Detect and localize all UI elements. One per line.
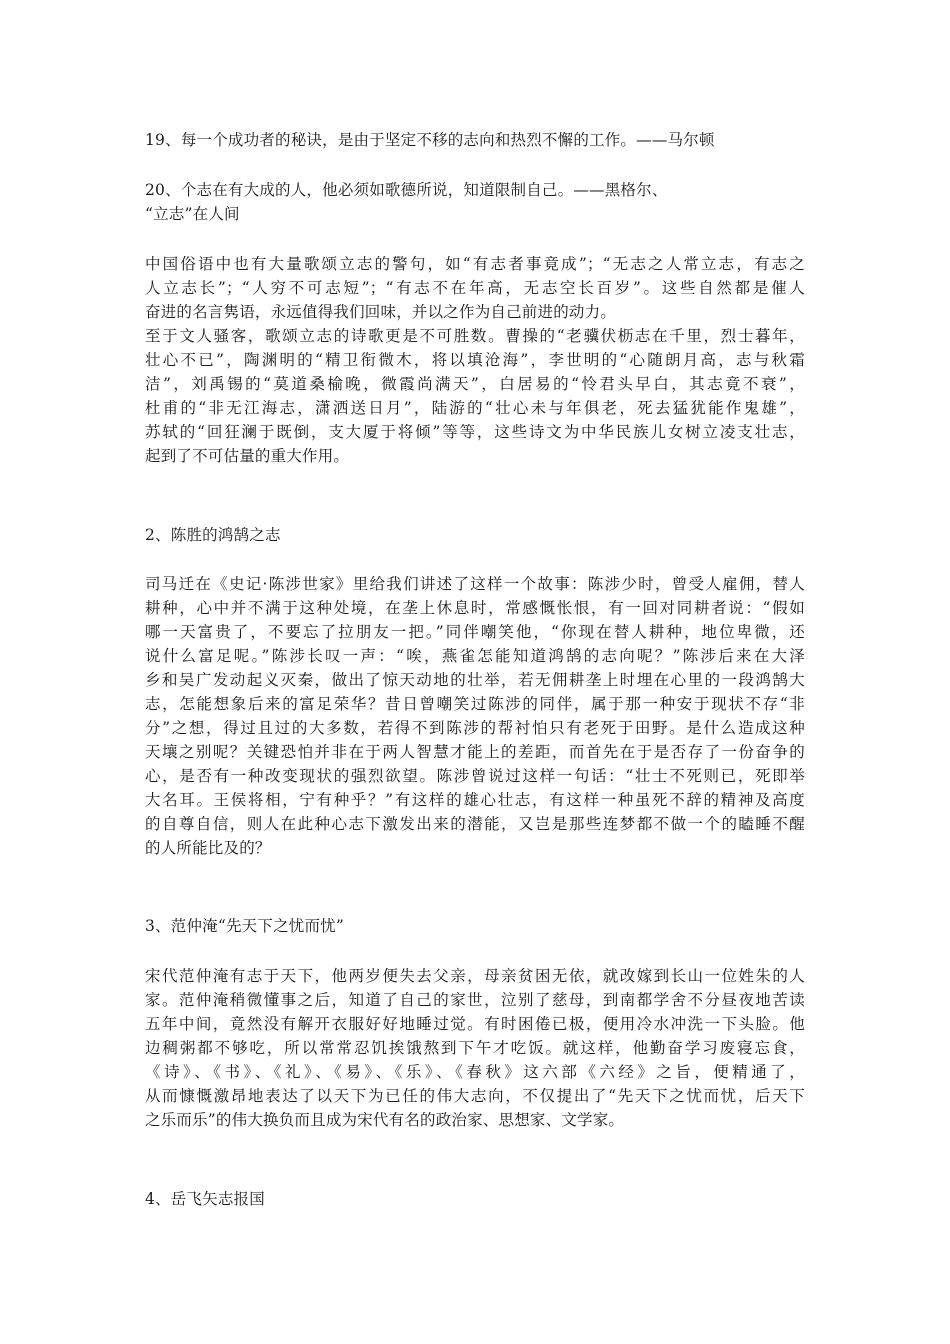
paragraph-line: 哪一天富贵了，不要忘了拉朋友一把。”同伴嘲笑他，“你现在替人耕种，地位卑微，还: [145, 623, 805, 641]
paragraph-line: 宋代范仲淹有志于天下，他两岁便失去父亲，母亲贫困无依，就改嫁到长山一位姓朱的人: [145, 967, 805, 985]
paragraph-line: 五年中间，竟然没有解开衣服好好地睡过觉。有时困倦已极，便用冷水冲洗一下头脸。他: [145, 1015, 805, 1033]
paragraph-line: 中国俗语中也有大量歌颂立志的警句，如“有志者事竟成”；“无志之人常立志，有志之: [145, 255, 805, 273]
paragraph-line: 大名耳。王侯将相，宁有种乎？”有这样的雄心壮志，有这样一种虽死不辞的精神及高度: [145, 791, 805, 809]
paragraph-line: 人立志长”；“人穷不可志短”；“有志不在年高，无志空长百岁”。这些自然都是催人: [145, 279, 805, 297]
paragraph-line: 杜甫的“非无江海志，潇洒送日月”，陆游的“壮心未与年俱老，死去猛犹能作鬼雄”，: [145, 399, 805, 417]
paragraph-line: 壮心不已”，陶渊明的“精卫衔微木，将以填沧海”，李世明的“心随朗月高，志与秋霜: [145, 351, 805, 369]
paragraph-line: 司马迁在《史记·陈涉世家》里给我们讲述了这样一个故事：陈涉少时，曾受人雇佣，替人: [145, 575, 805, 593]
paragraph-line: 天壤之别呢？关键恐怕并非在于两人智慧才能上的差距，而首先在于是否存了一份奋争的: [145, 743, 805, 761]
section-title-2: 2、陈胜的鸿鹄之志: [145, 526, 281, 544]
paragraph-line: 分”之想，得过且过的大多数，若得不到陈涉的帮衬怕只有老死于田野。是什么造成这种: [145, 719, 805, 737]
paragraph-line: 家。范仲淹稍微懂事之后，知道了自己的家世，泣别了慈母，到南都学舍不分昼夜地苦读: [145, 991, 805, 1009]
quote-20: 20、个志在有大成的人，他必须如歌德所说，知道限制自己。——黑格尔、: [145, 181, 668, 199]
paragraph-line: 耕种，心中并不满于这种处境，在垄上休息时，常感慨怅恨，有一回对同耕者说：“假如: [145, 599, 805, 617]
paragraph-line: 起到了不可估量的重大作用。: [145, 447, 350, 465]
quote-19: 19、每一个成功者的秘诀，是由于坚定不移的志向和热烈不懈的工作。——马尔顿: [145, 131, 715, 149]
paragraph-line: 从而慷慨激昂地表达了以天下为已任的伟大志向，不仅提出了“先天下之忧而忧，后天下: [145, 1087, 805, 1105]
paragraph-line: 的自尊自信，则人在此种心志下激发出来的潜能，又岂是那些连梦都不做一个的瞌睡不醒: [145, 815, 805, 833]
paragraph-line: 说什么富足呢。”陈涉长叹一声：“唉，燕雀怎能知道鸿鹄的志向呢？”陈涉后来在大泽: [145, 647, 805, 665]
paragraph-line: 心，是否有一种改变现状的强烈欲望。陈涉曾说过这样一句话：“壮士不死则已，死即举: [145, 767, 805, 785]
section-heading-lizhi: “立志”在人间: [145, 205, 240, 223]
paragraph-line: 奋进的名言隽语，永远值得我们回味，并以之作为自己前进的动力。: [145, 303, 617, 321]
section-title-3: 3、范仲淹“先天下之忧而忧”: [145, 917, 345, 935]
paragraph-line: 《诗》、《书》、《礼》、《易》、《乐》、《春秋》这六部《六经》之旨，便精通了，: [145, 1063, 805, 1081]
paragraph-line: 之乐而乐”的伟大换负而且成为宋代有名的政治家、思想家、文学家。: [145, 1111, 625, 1129]
paragraph-line: 志，怎能想象后来的富足荣华？昔日曾嘲笑过陈涉的同伴，属于那一种安于现状不存“非: [145, 695, 805, 713]
paragraph-line: 苏轼的“回狂澜于既倒，支大厦于将倾”等等，这些诗文为中华民族儿女树立凌支壮志，: [145, 423, 805, 441]
paragraph-line: 洁”，刘禹锡的“莫道桑榆晚，微霞尚满天”，白居易的“怜君头早白，其志竟不衰”，: [145, 375, 805, 393]
paragraph-line: 边稠粥都不够吃，所以常常忍饥挨饿熬到下午才吃饭。就这样，他勤奋学习废寝忘食，: [145, 1039, 805, 1057]
paragraph-line: 至于文人骚客，歌颂立志的诗歌更是不可胜数。曹操的“老骥伏枥志在千里，烈士暮年，: [145, 327, 805, 345]
paragraph-line: 的人所能比及的？: [145, 839, 271, 857]
paragraph-line: 乡和吴广发动起义灭秦，做出了惊天动地的壮举，若无佣耕垄上时埋在心里的一段鸿鹄大: [145, 671, 805, 689]
section-title-4: 4、岳飞矢志报国: [145, 1190, 265, 1208]
